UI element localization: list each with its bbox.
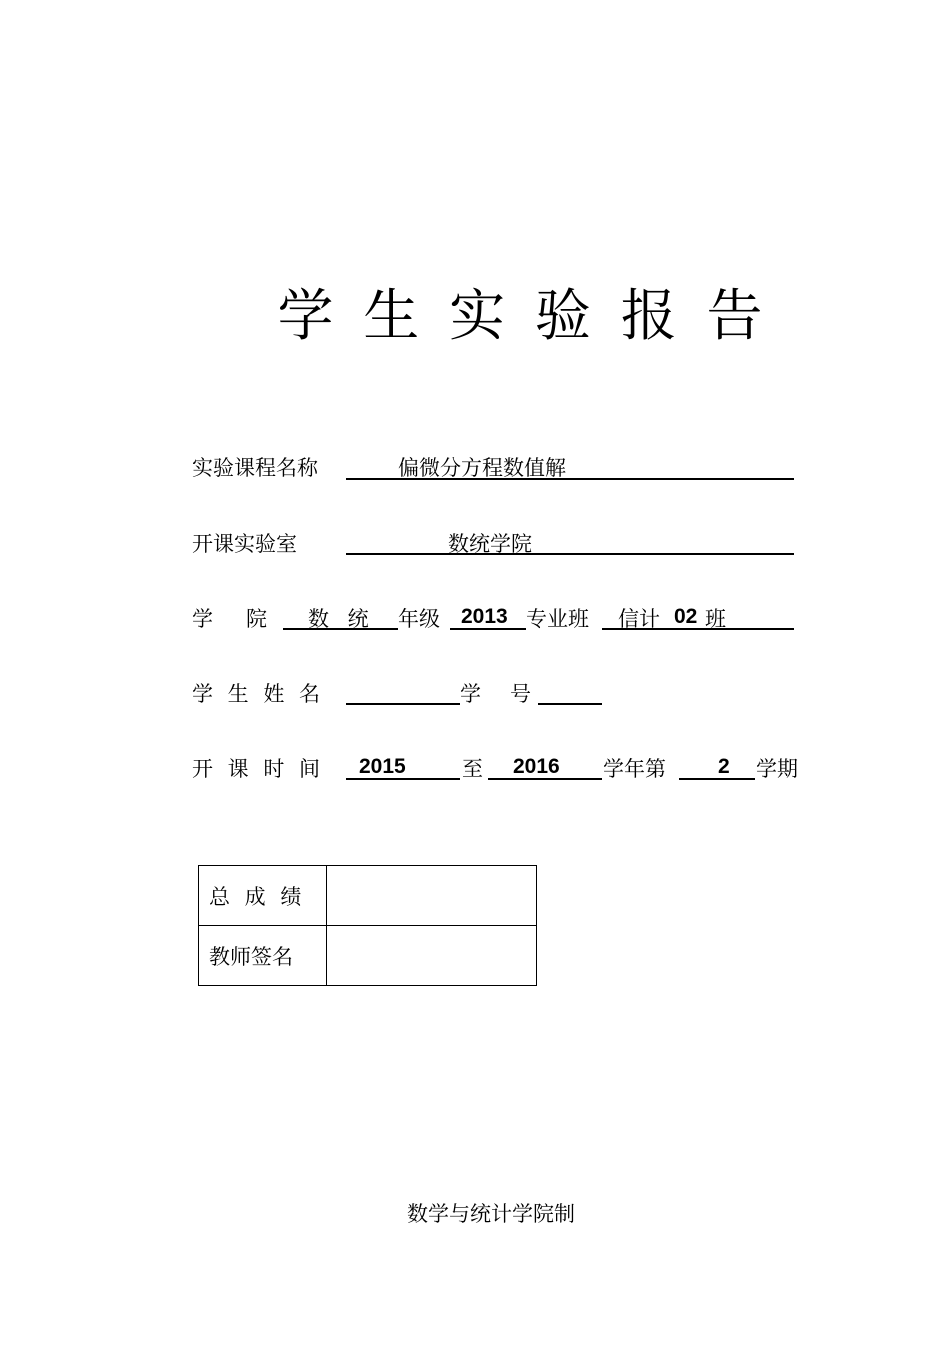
total-score-value[interactable] — [327, 866, 537, 926]
course-label: 实验课程名称 — [192, 456, 318, 480]
grade-value: 2013 — [461, 605, 508, 628]
term-mid: 学年第 — [603, 757, 666, 781]
grade-label: 年级 — [398, 607, 440, 631]
lab-label: 开课实验室 — [192, 532, 297, 556]
major-label: 专业班 — [526, 607, 589, 631]
major-value-prefix: 信计 — [618, 607, 660, 631]
term-suffix: 学期 — [756, 757, 798, 781]
teacher-signature-value[interactable] — [327, 926, 537, 986]
major-value-suffix: 班 — [705, 607, 726, 631]
grade-table — [198, 865, 537, 986]
term-start: 2015 — [359, 755, 406, 778]
title-char: 实 — [449, 284, 506, 349]
table-row — [199, 866, 537, 926]
id-label: 学 号 — [460, 682, 535, 706]
term-to: 至 — [462, 757, 483, 781]
total-score-label: 总 成 绩 — [199, 866, 327, 926]
college-value: 数 统 — [308, 607, 375, 631]
lab-value: 数统学院 — [448, 532, 532, 556]
term-label: 开 课 时 间 — [192, 757, 325, 781]
title-char: 生 — [363, 284, 420, 349]
title-char: 验 — [534, 284, 591, 349]
course-value: 偏微分方程数值解 — [398, 456, 566, 480]
footer-institution: 数学与统计学院制 — [407, 1202, 575, 1226]
term-num-underline — [679, 778, 755, 780]
page-title — [0, 272, 950, 352]
title-char: 报 — [620, 284, 677, 349]
title-char: 学 — [277, 284, 334, 349]
table-row — [199, 926, 537, 986]
title-char: 告 — [706, 284, 763, 349]
id-underline — [538, 703, 602, 705]
college-label: 学 院 — [192, 607, 273, 631]
name-label: 学 生 姓 名 — [192, 682, 325, 706]
term-num: 2 — [718, 755, 730, 778]
name-underline — [346, 703, 460, 705]
term-end: 2016 — [513, 755, 560, 778]
lab-underline — [346, 553, 794, 555]
teacher-signature-label: 教师签名 — [199, 926, 327, 986]
major-value-num: 02 — [674, 605, 698, 628]
